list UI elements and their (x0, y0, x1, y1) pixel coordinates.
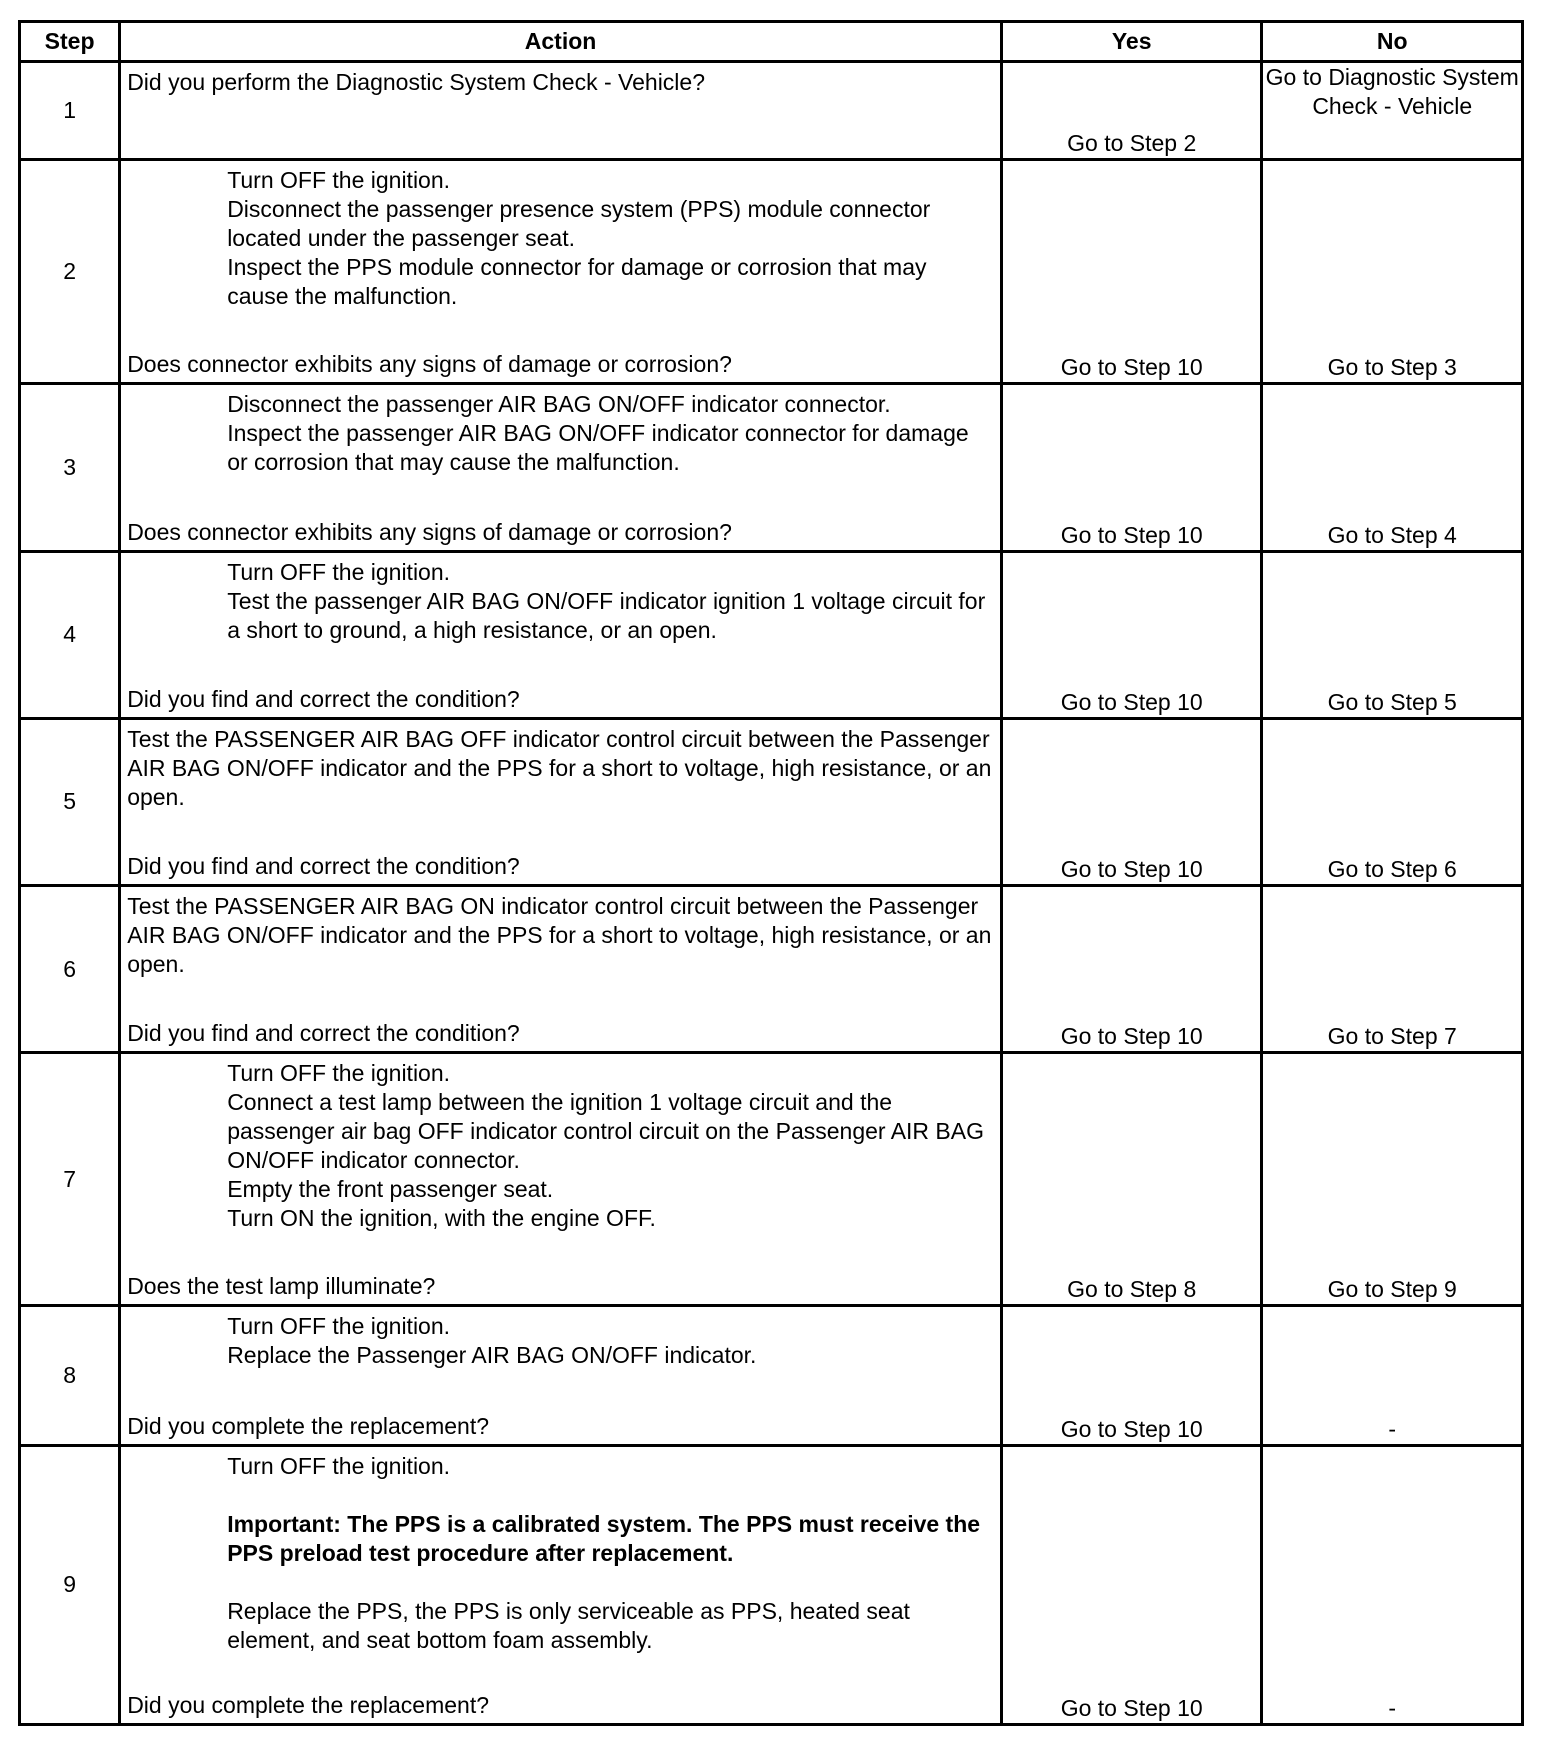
step-row-7 (20, 1053, 1523, 1306)
header-yes: Yes (1001, 22, 1262, 62)
no-result: Go to Step 7 (1262, 885, 1523, 1052)
yes-result: Go to Step 10 (1001, 718, 1262, 885)
action-cell (120, 718, 1002, 885)
action-cell (120, 160, 1002, 384)
action-question: Does connector exhibits any signs of damage or corrosion? (127, 351, 732, 378)
no-result: - (1262, 1445, 1523, 1724)
action-cell (120, 885, 1002, 1052)
header-action: Action (120, 22, 1002, 62)
step-row-9 (20, 1445, 1523, 1724)
yes-result: Go to Step 10 (1001, 885, 1262, 1052)
no-result: Go to Diagnostic System Check - Vehicle (1262, 62, 1523, 160)
header-row (20, 22, 1523, 62)
step-row-3 (20, 384, 1523, 551)
step-number: 7 (20, 1053, 120, 1306)
step-row-6 (20, 885, 1523, 1052)
yes-result: Go to Step 8 (1001, 1053, 1262, 1306)
step-number: 4 (20, 551, 120, 718)
header-no: No (1262, 22, 1523, 62)
action-line: Turn OFF the ignition. (227, 1060, 451, 1087)
action-text: Did you perform the Diagnostic System Check - Vehicle? (127, 69, 705, 95)
line-spacer (227, 1568, 994, 1597)
yes-result: Go to Step 10 (1001, 1306, 1262, 1445)
step-number: 1 (20, 62, 120, 160)
action-line: Replace the PPS, the PPS is only serviceable as PPS, heated seat element, and seat bottom foam assembly. (227, 1597, 910, 1653)
step-number: 3 (20, 384, 120, 551)
step-number: 5 (20, 718, 120, 885)
yes-result: Go to Step 10 (1001, 551, 1262, 718)
step-row-5 (20, 718, 1523, 885)
yes-result: Go to Step 10 (1001, 160, 1262, 384)
yes-result: Go to Step 10 (1001, 1445, 1262, 1724)
action-question: Did you find and correct the condition? (127, 852, 520, 879)
yes-result: Go to Step 10 (1001, 384, 1262, 551)
no-result: Go to Step 9 (1262, 1053, 1523, 1306)
step-number: 8 (20, 1306, 120, 1445)
header-step: Step (20, 22, 120, 62)
action-cell (120, 1053, 1002, 1306)
diagnostic-table (18, 20, 1524, 1726)
no-result: Go to Step 6 (1262, 718, 1523, 885)
action-line: Disconnect the passenger AIR BAG ON/OFF indicator connector. (227, 391, 891, 418)
action-question: Does the test lamp illuminate? (127, 1273, 436, 1300)
action-cell (120, 62, 1002, 160)
action-line: Replace the Passenger AIR BAG ON/OFF indicator. (227, 1342, 757, 1369)
action-line: Turn ON the ignition, with the engine OFF. (227, 1205, 656, 1232)
action-question: Did you complete the replacement? (127, 1692, 489, 1718)
step-row-1 (20, 62, 1523, 160)
step-number: 6 (20, 885, 120, 1052)
action-line: Test the passenger AIR BAG ON/OFF indicator ignition 1 voltage circuit for a short to ground, a high resistance, or an open. (227, 587, 986, 643)
action-cell (120, 384, 1002, 551)
action-text: Test the PASSENGER AIR BAG ON indicator control circuit between the Passenger AIR BAG ON/OFF indicator and the PPS for a short to voltage, high resistance, or an open. (127, 892, 992, 977)
line-spacer (227, 1481, 994, 1510)
no-result: Go to Step 3 (1262, 160, 1523, 384)
action-cell (120, 551, 1002, 718)
no-result: Go to Step 4 (1262, 384, 1523, 551)
yes-result: Go to Step 2 (1001, 62, 1262, 160)
action-line: Turn OFF the ignition. (227, 1313, 451, 1340)
action-line: Inspect the passenger AIR BAG ON/OFF indicator connector for damage or corrosion that may cause the malfunction. (227, 420, 969, 476)
action-line: Empty the front passenger seat. (227, 1176, 554, 1203)
action-line: Connect a test lamp between the ignition 1 voltage circuit and the passenger air bag OFF indicator control circuit on the Passenger AIR BAG ON/OFF indicator connector. (227, 1089, 984, 1174)
action-line: Inspect the PPS module connector for damage or corrosion that may cause the malfunction. (227, 254, 927, 310)
action-cell (120, 1445, 1002, 1724)
step-row-4 (20, 551, 1523, 718)
action-question: Did you find and correct the condition? (127, 1020, 520, 1047)
action-line: Disconnect the passenger presence system (PPS) module connector located under the passenger seat. (227, 196, 931, 252)
step-number: 2 (20, 160, 120, 384)
no-result: Go to Step 5 (1262, 551, 1523, 718)
action-text: Test the PASSENGER AIR BAG OFF indicator control circuit between the Passenger AIR BAG ON/OFF indicator and the PPS for a short to voltage, high resistance, or an open. (127, 725, 992, 810)
action-question: Does connector exhibits any signs of damage or corrosion? (127, 518, 732, 545)
step-row-2 (20, 160, 1523, 384)
action-question: Did you find and correct the condition? (127, 685, 520, 712)
action-question: Did you complete the replacement? (127, 1412, 489, 1439)
action-line: Turn OFF the ignition. (227, 167, 451, 194)
action-line: Turn OFF the ignition. (227, 558, 451, 585)
step-number: 9 (20, 1445, 120, 1724)
step-row-8 (20, 1306, 1523, 1445)
action-cell (120, 1306, 1002, 1445)
action-line: Turn OFF the ignition. (227, 1452, 451, 1479)
no-result: - (1262, 1306, 1523, 1445)
important-note: Important: The PPS is a calibrated system. The PPS must receive the PPS preload test procedure after replacement. (227, 1510, 981, 1566)
